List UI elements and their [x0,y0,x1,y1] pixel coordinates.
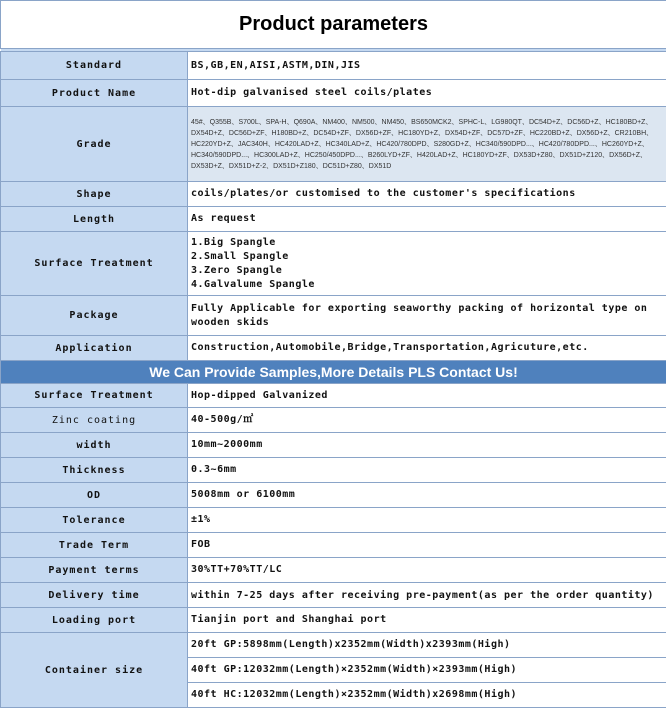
container-size-label: Container size [1,633,188,708]
zinc-coating-value: 40-500g/㎡ [188,408,666,433]
row-standard [1,52,666,80]
row-shape [1,182,666,207]
row-product-name [1,80,666,107]
row-length [1,207,666,232]
trade-term-label: Trade Term [1,533,188,558]
loading-port-value: Tianjin port and Shanghai port [188,608,666,633]
surface-treatment-item: 2.Small Spangle [191,250,663,264]
row-application [1,336,666,361]
product-name-value: Hot-dip galvanised steel coils/plates [188,80,666,107]
container-size-item: 40ft GP:12032mm(Length)×2352mm(Width)×2393mm(High) [188,658,666,683]
detail-surface-treatment-value: Hop-dipped Galvanized [188,384,666,408]
width-value: 10mm~2000mm [188,433,666,458]
shape-label: Shape [1,182,188,207]
row-trade-term [1,533,666,558]
row-package [1,296,666,336]
row-container-size [1,633,666,658]
surface-treatment-item: 3.Zero Spangle [191,264,663,278]
package-label: Package [1,296,188,336]
surface-treatment-item: 1.Big Spangle [191,236,663,250]
row-surface-treatment [1,232,666,296]
row-loading-port [1,608,666,633]
trade-term-value: FOB [188,533,666,558]
row-payment-terms [1,558,666,583]
thickness-value: 0.3~6mm [188,458,666,483]
detail-surface-treatment-label: Surface Treatment [1,384,188,408]
surface-treatment-label: Surface Treatment [1,232,188,296]
page-title: Product parameters [1,1,666,49]
standard-value: BS,GB,EN,AISI,ASTM,DIN,JIS [188,52,666,80]
od-label: OD [1,483,188,508]
delivery-time-value: within 7-25 days after receiving pre-payment(as per the order quantity) [188,583,666,608]
delivery-time-label: Delivery time [1,583,188,608]
payment-terms-label: Payment terms [1,558,188,583]
row-grade [1,107,666,182]
tolerance-label: Tolerance [1,508,188,533]
container-size-item: 20ft GP:5898mm(Length)x2352mm(Width)x2393mm(High) [188,633,666,658]
grade-label: Grade [1,107,188,182]
loading-port-label: Loading port [1,608,188,633]
package-value: Fully Applicable for exporting seaworthy packing of horizontal type on wooden skids [188,296,666,336]
row-detail-surface-treatment [1,384,666,408]
container-size-item: 40ft HC:12032mm(Length)×2352mm(Width)x2698mm(High) [188,683,666,708]
surface-treatment-list [188,232,666,296]
payment-terms-value: 30%TT+70%TT/LC [188,558,666,583]
row-width [1,433,666,458]
contact-banner: We Can Provide Samples,More Details PLS Contact Us! [1,361,666,384]
tolerance-value: ±1% [188,508,666,533]
surface-treatment-item: 4.Galvalume Spangle [191,278,663,292]
od-value: 5008mm or 6100mm [188,483,666,508]
shape-value: coils/plates/or customised to the customer's specifications [188,182,666,207]
length-label: Length [1,207,188,232]
product-name-label: Product Name [1,80,188,107]
grade-value: 45#、Q355B、S700L、SPA-H、Q690A、NM400、NM500、NM450、BS650MCK2、SPHC-L、LG980QT、DC54D+Z、DC56D+Z、HC180BD+Z、DX54D+Z、DC56D+ZF、H180BD+Z、DC54D+ZF、DX56D+ZF、HC180YD+Z、DX54D+ZF、DC57D+ZF、HC220BD+Z、DX56D+Z、CR210BH、HC220YD+Z、JAC340H、HC420LAD+Z、HC340LAD+Z、HC420/780DPD、S280GD+Z、HC340/590DPD...、HC420/780DPD...、HC260YD+Z、HC340/590DPD...、HC300LAD+Z、HC250/450DPD...、B260LYD+ZF、H420LAD+Z、HC180YD+ZF、DX53D+Z80、DX51D+Z120、DX56D+Z、DX53D+Z、DX51D+Z-2、DX51D+Z180、DC51D+Z80、DX51D [188,107,666,182]
row-thickness [1,458,666,483]
length-value: As request [188,207,666,232]
thickness-label: Thickness [1,458,188,483]
row-od [1,483,666,508]
row-delivery-time [1,583,666,608]
standard-label: Standard [1,52,188,80]
application-label: Application [1,336,188,361]
zinc-coating-label: Zinc coating [1,408,188,433]
width-label: width [1,433,188,458]
application-value: Construction,Automobile,Bridge,Transportation,Agricuture,etc. [188,336,666,361]
row-zinc-coating [1,408,666,433]
row-tolerance [1,508,666,533]
